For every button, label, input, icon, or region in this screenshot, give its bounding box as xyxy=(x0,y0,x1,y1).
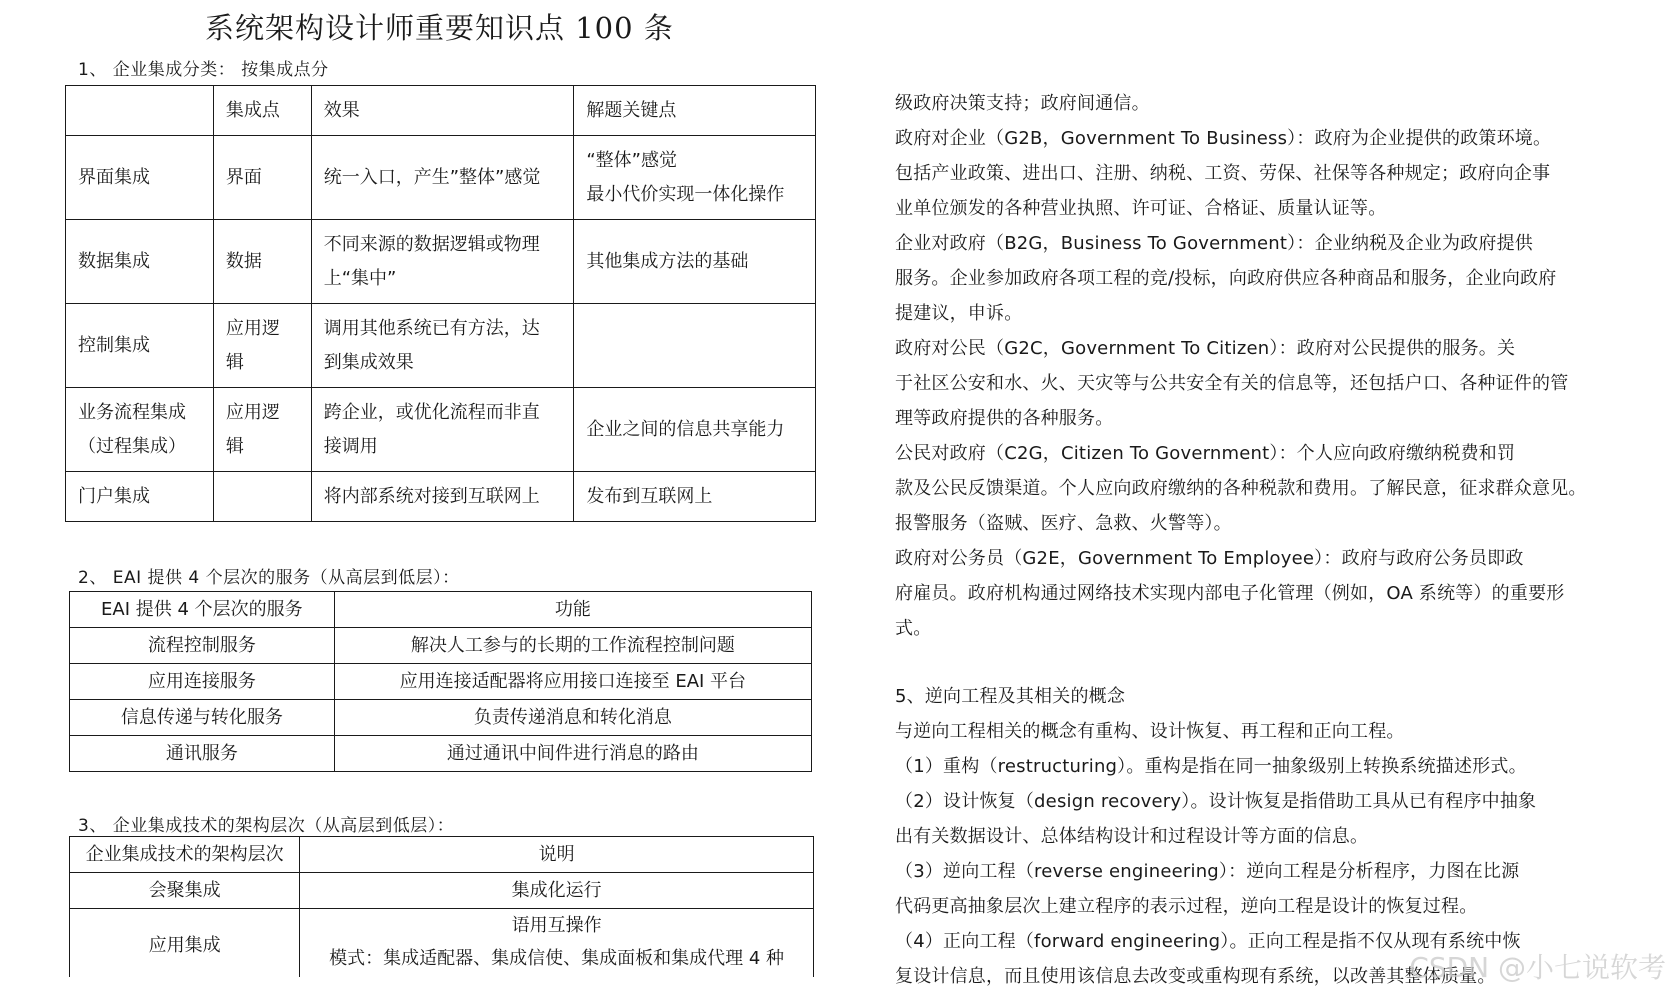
table-cell: 负责传递消息和转化消息 xyxy=(334,700,811,736)
text-line: 理等政府提供的各种服务。 xyxy=(895,408,1114,429)
table-row xyxy=(66,136,816,220)
cell-line: 上“集中” xyxy=(323,267,397,289)
table-cell: 控制集成 xyxy=(66,304,214,388)
table-row xyxy=(70,664,812,700)
text-line: 报警服务（盗贼、医疗、急救、火警等）。 xyxy=(895,513,1232,534)
cell-line: “整体”感觉 xyxy=(586,149,677,171)
cell-line: 应用逻 xyxy=(225,401,280,423)
table-cell xyxy=(311,388,574,472)
table-cell xyxy=(574,136,816,220)
table-cell: 界面集成 xyxy=(66,136,214,220)
eai-services-table xyxy=(69,591,812,772)
text-line: 业单位颁发的各种营业执照、许可证、合格证、质量认证等。 xyxy=(895,198,1387,219)
text-line: 企业对政府（B2G，Business To Government）：企业纳税及企业为政府提供 xyxy=(895,233,1533,254)
cell-line: 到集成效果 xyxy=(323,351,414,373)
table-header-row xyxy=(70,592,812,628)
table-row xyxy=(70,736,812,772)
text-line: （1）重构（restructuring）。重构是指在同一抽象级别上转换系统描述形式。 xyxy=(895,756,1527,777)
text-line: 包括产业政策、进出口、注册、纳税、工资、劳保、社保等各种规定；政府向企事 xyxy=(895,163,1551,184)
table-cell: 应用连接服务 xyxy=(70,664,335,700)
table-row xyxy=(70,873,814,909)
table-row xyxy=(70,700,812,736)
table-cell xyxy=(311,304,574,388)
cell-line: 辑 xyxy=(225,351,244,373)
cell-line: 最小代价实现一体化操作 xyxy=(586,183,785,205)
text-line: 政府对企业（G2B，Government To Business）：政府为企业提供的政策环境。 xyxy=(895,128,1552,149)
table-cell: 门户集成 xyxy=(66,472,214,522)
table-cell: 其他集成方法的基础 xyxy=(574,220,816,304)
cell-line: 调用其他系统已有方法，达 xyxy=(323,317,540,339)
header-cell: 功能 xyxy=(334,592,811,628)
header-cell: 解题关键点 xyxy=(574,86,816,136)
cell-line: 应用逻 xyxy=(225,317,280,339)
table-cell: 信息传递与转化服务 xyxy=(70,700,335,736)
section-3-heading: 3、 企业集成技术的架构层次（从高层到低层）： xyxy=(78,816,455,836)
text-line: 服务。企业参加政府各项工程的竞/投标，向政府供应各种商品和服务，企业向政府 xyxy=(895,268,1557,289)
text-line: 与逆向工程相关的概念有重构、设计恢复、再工程和正向工程。 xyxy=(895,721,1405,742)
table-cell: 发布到互联网上 xyxy=(574,472,816,522)
table-cell xyxy=(213,388,311,472)
right-column-text xyxy=(895,86,1655,994)
cell-line: 接调用 xyxy=(323,435,378,457)
table-cell: 统一入口，产生”整体”感觉 xyxy=(311,136,574,220)
text-line: 出有关数据设计、总体结构设计和过程设计等方面的信息。 xyxy=(895,826,1369,847)
cell-line: 模式：集成适配器、集成信使、集成面板和集成代理 4 种 xyxy=(329,948,785,969)
section-3-table-wrapper xyxy=(62,836,824,977)
header-cell: 集成点 xyxy=(213,86,311,136)
table-cell xyxy=(300,909,814,978)
cell-line: 语用互操作 xyxy=(511,915,602,936)
table-cell: 将内部系统对接到互联网上 xyxy=(311,472,574,522)
text-line: 式。 xyxy=(895,618,932,639)
section-1-heading: 1、 企业集成分类： 按集成点分 xyxy=(78,60,329,80)
cell-line: 跨企业，或优化流程而非直 xyxy=(323,401,540,423)
text-line: （3）逆向工程（reverse engineering）：逆向工程是分析程序，力图在比源 xyxy=(895,861,1520,882)
table-cell: 集成化运行 xyxy=(300,873,814,909)
integration-type-table xyxy=(65,85,816,522)
table-cell: 流程控制服务 xyxy=(70,628,335,664)
text-line: 政府对公务员（G2E，Government To Employee）：政府与政府公务员即政 xyxy=(895,548,1524,569)
cell-line: 辑 xyxy=(225,435,244,457)
table-row xyxy=(66,472,816,522)
table-cell: 企业之间的信息共享能力 xyxy=(574,388,816,472)
text-line: 款及公民反馈渠道。个人应向政府缴纳的各种税款和费用。了解民意，征求群众意见。 xyxy=(895,478,1587,499)
page-title: 系统架构设计师重要知识点 100 条 xyxy=(205,11,674,45)
text-line: 级政府决策支持；政府间通信。 xyxy=(895,93,1150,114)
table-cell: 应用集成 xyxy=(70,909,300,978)
table-row xyxy=(70,628,812,664)
table-cell: 数据集成 xyxy=(66,220,214,304)
table-row xyxy=(70,909,814,978)
table-cell: 应用连接适配器将应用接口连接至 EAI 平台 xyxy=(334,664,811,700)
table-cell xyxy=(66,388,214,472)
text-line: 府雇员。政府机构通过网络技术实现内部电子化管理（例如，OA 系统等）的重要形 xyxy=(895,583,1565,604)
table-header-row xyxy=(70,837,814,873)
text-line: （2）设计恢复（design recovery）。设计恢复是指借助工具从已有程序中抽象 xyxy=(895,791,1537,812)
table-cell xyxy=(213,472,311,522)
text-line: 代码更高抽象层次上建立程序的表示过程，逆向工程是设计的恢复过程。 xyxy=(895,896,1478,917)
text-line: 政府对公民（G2C，Government To Citizen）：政府对公民提供的服务。关 xyxy=(895,338,1516,359)
table-row xyxy=(66,220,816,304)
text-line: （4）正向工程（forward engineering）。正向工程是指不仅从现有系统中恢 xyxy=(895,931,1521,952)
section-5-heading: 5、逆向工程及其相关的概念 xyxy=(895,686,1126,707)
table-row xyxy=(66,304,816,388)
table-cell xyxy=(311,220,574,304)
table-cell: 解决人工参与的长期的工作流程控制问题 xyxy=(334,628,811,664)
cell-line: 不同来源的数据逻辑或物理 xyxy=(323,233,540,255)
cell-line: 业务流程集成 xyxy=(78,401,186,423)
text-line: 于社区公安和水、火、天灾等与公共安全有关的信息等，还包括户口、各种证件的管 xyxy=(895,373,1569,394)
table-cell: 通过通讯中间件进行消息的路由 xyxy=(334,736,811,772)
table-cell xyxy=(213,304,311,388)
enterprise-integration-layers-table xyxy=(69,836,814,977)
text-line: 提建议，申诉。 xyxy=(895,303,1023,324)
header-cell xyxy=(66,86,214,136)
header-cell: 企业集成技术的架构层次 xyxy=(70,837,300,873)
header-cell: EAI 提供 4 个层次的服务 xyxy=(70,592,335,628)
text-line: 复设计信息，而且使用该信息去改变或重构现有系统，以改善其整体质量。 xyxy=(895,966,1496,987)
table-header-row xyxy=(66,86,816,136)
csdn-watermark: CSDN @小七说软考 xyxy=(1409,951,1666,984)
cell-line: （过程集成） xyxy=(78,435,186,457)
header-cell: 说明 xyxy=(300,837,814,873)
header-cell: 效果 xyxy=(311,86,574,136)
table-row xyxy=(66,388,816,472)
table-cell: 数据 xyxy=(213,220,311,304)
table-cell xyxy=(574,304,816,388)
table-cell: 通讯服务 xyxy=(70,736,335,772)
text-line: 公民对政府（C2G，Citizen To Government）：个人应向政府缴纳税费和罚 xyxy=(895,443,1516,464)
table-cell: 界面 xyxy=(213,136,311,220)
section-2-heading: 2、 EAI 提供 4 个层次的服务（从高层到低层）： xyxy=(78,568,460,588)
table-cell: 会聚集成 xyxy=(70,873,300,909)
